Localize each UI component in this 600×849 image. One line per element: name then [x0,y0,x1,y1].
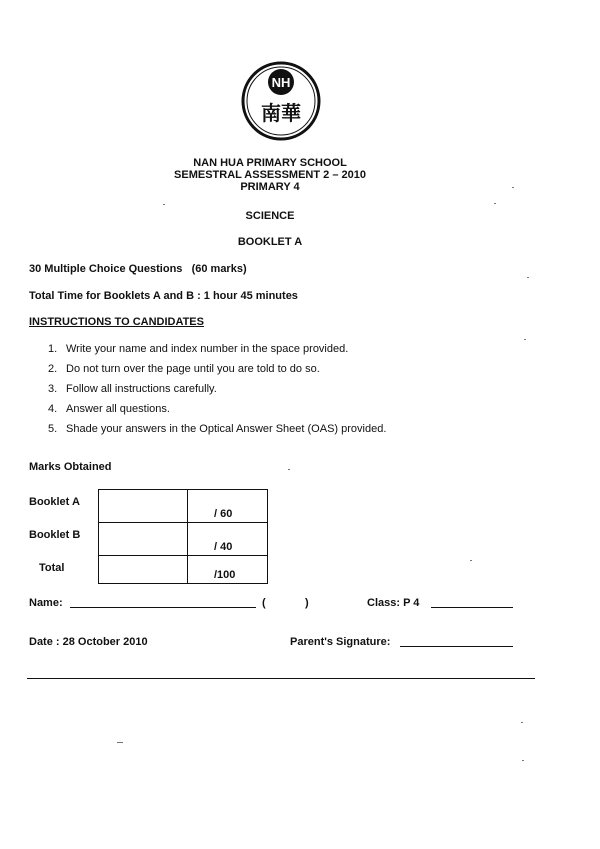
name-blank[interactable] [70,597,256,608]
name-label: Name: [29,597,63,609]
level: PRIMARY 4 [240,181,300,193]
score-cell[interactable] [99,523,188,556]
table-row [29,523,268,556]
assessment-title: SEMESTRAL ASSESSMENT 2 – 2010 [174,169,366,181]
max-score: /100 [188,556,268,584]
scan-speck [163,204,165,205]
question-count: 30 Multiple Choice Questions (60 marks) [29,263,247,275]
score-cell[interactable] [99,490,188,523]
instruction-item: 3. Follow all instructions carefully. [48,383,217,395]
instructions-heading: INSTRUCTIONS TO CANDIDATES [29,316,204,328]
max-score: / 40 [188,523,268,556]
scan-speck [117,742,123,743]
scan-speck [527,277,529,278]
logo-chinese-text: 南華 [261,101,301,125]
instruction-item: 5. Shade your answers in the Optical Answer Sheet (OAS) provided. [48,423,387,435]
marks-table [29,489,268,584]
marks-heading: Marks Obtained [29,461,112,473]
divider [27,678,535,679]
index-paren-close: ) [305,597,309,609]
logo-monogram: NH [271,75,291,90]
scan-speck [521,722,523,723]
scan-speck [288,469,290,470]
school-name: NAN HUA PRIMARY SCHOOL [193,157,347,169]
score-cell[interactable] [99,556,188,584]
subject: SCIENCE [245,210,295,222]
row-label: Total [39,561,65,574]
table-row [29,556,268,584]
class-label: Class: P 4 [367,597,420,609]
school-logo [240,60,322,142]
scan-speck [512,187,514,188]
index-paren-open: ( [262,597,266,609]
table-row [29,490,268,523]
scan-speck [522,760,524,761]
booklet-title: BOOKLET A [237,236,303,248]
exam-date: Date : 28 October 2010 [29,636,148,648]
scan-speck [524,339,526,340]
scan-speck [470,560,472,561]
signature-blank[interactable] [400,636,513,647]
instruction-item: 2. Do not turn over the page until you are told to do so. [48,363,320,375]
instruction-item: 1. Write your name and index number in the space provided. [48,343,349,355]
scan-speck [494,203,496,204]
row-label: Booklet B [29,528,81,541]
instructions-list [48,342,386,442]
parent-signature-label: Parent's Signature: [290,636,391,648]
instruction-item: 4. Answer all questions. [48,403,170,415]
row-label: Booklet A [29,495,80,508]
max-score: / 60 [188,490,268,523]
class-blank[interactable] [431,597,513,608]
total-time: Total Time for Booklets A and B : 1 hour 45 minutes [29,290,298,302]
